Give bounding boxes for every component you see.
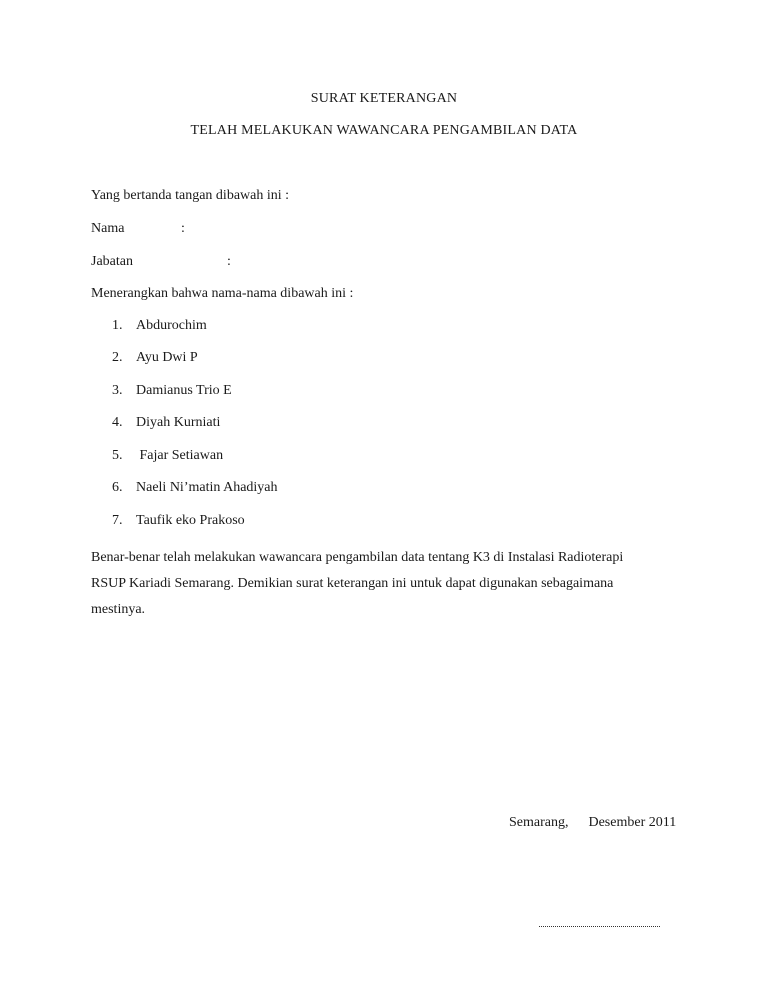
place-date [509, 815, 676, 831]
document-subtitle: TELAH MELAKUKAN WAWANCARA PENGAMBILAN DATA [190, 123, 578, 138]
menerangkan-text: Menerangkan bahwa nama-nama dibawah ini : [91, 286, 354, 301]
intro-text: Yang bertanda tangan dibawah ini : [91, 188, 290, 203]
list-number: 3. [112, 383, 123, 398]
jabatan-label: Jabatan [91, 254, 133, 269]
jabatan-colon: : [227, 254, 231, 269]
paragraph-line: RSUP Kariadi Semarang. Demikian surat keterangan ini untuk dapat digunakan sebagaimana [91, 576, 614, 591]
list-number: 5. [112, 448, 123, 463]
list-number: 6. [112, 480, 123, 495]
nama-row [91, 221, 185, 237]
signature-line [539, 912, 660, 927]
list-name: Naeli Ni’matin Ahadiyah [136, 480, 278, 495]
list-item [112, 383, 232, 399]
list-name: Ayu Dwi P [136, 350, 198, 365]
statement-paragraph [91, 545, 681, 623]
list-number: 7. [112, 513, 123, 528]
jabatan-row [91, 254, 231, 270]
list-name: Diyah Kurniati [136, 415, 221, 430]
list-item [112, 480, 278, 496]
list-item [112, 448, 223, 464]
list-name: Damianus Trio E [136, 383, 232, 398]
list-item [112, 318, 207, 334]
list-name: Abdurochim [136, 318, 207, 333]
list-number: 2. [112, 350, 123, 365]
place-text: Semarang, [509, 815, 569, 830]
list-name: Taufik eko Prakoso [136, 513, 245, 528]
list-item [112, 513, 245, 529]
document-title: SURAT KETERANGAN [310, 91, 458, 106]
date-text: Desember 2011 [588, 815, 677, 830]
list-number: 1. [112, 318, 123, 333]
list-item [112, 415, 220, 431]
list-number: 4. [112, 415, 123, 430]
nama-colon: : [181, 221, 185, 236]
list-item [112, 350, 198, 366]
nama-label: Nama [91, 221, 125, 236]
paragraph-line: Benar-benar telah melakukan wawancara pengambilan data tentang K3 di Instalasi Radioterapi [91, 550, 624, 565]
paragraph-line: mestinya. [91, 602, 146, 617]
list-name: Fajar Setiawan [136, 448, 224, 463]
